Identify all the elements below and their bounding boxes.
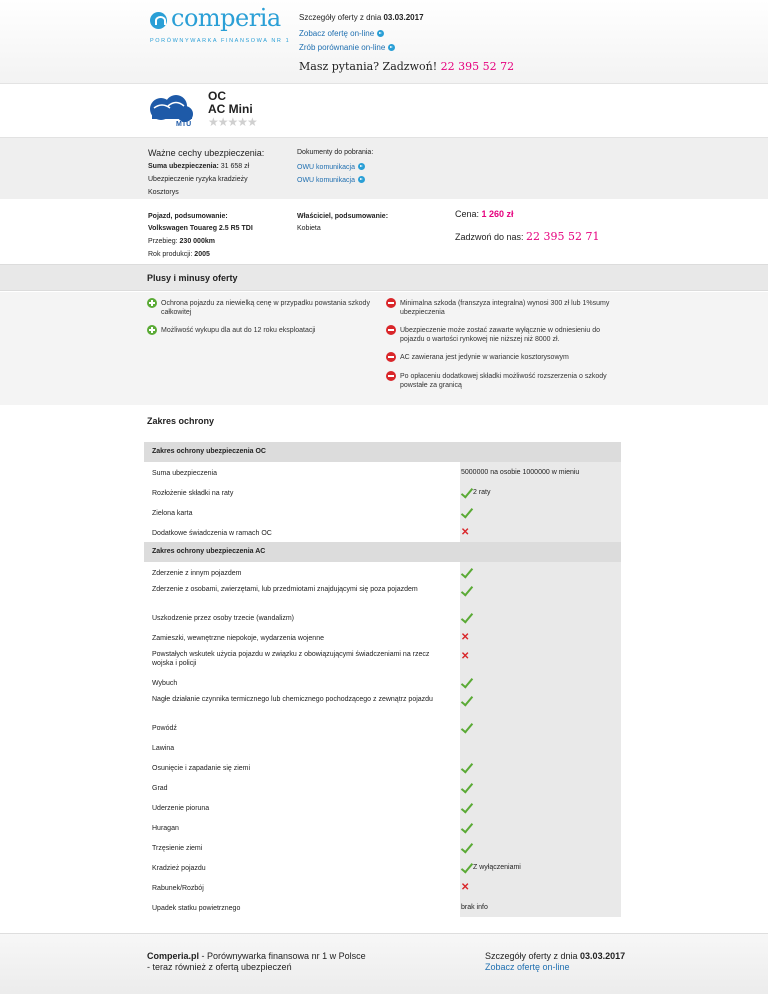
cross-icon: ✕ [461,632,470,643]
coverage-row [144,797,621,817]
coverage-value-cell [460,502,621,522]
sum-value: 31 658 zł [218,163,250,170]
coverage-label: Grad [152,785,168,792]
section-title: Zakres ochrony ubezpieczenia OC [152,448,266,455]
compare-link-label: Zrób porównanie on-line [299,43,386,52]
footer-brand-name: Comperia.pl [147,951,200,961]
minus-icon [386,325,396,335]
product-line-1: OC [208,89,226,103]
check-icon [461,508,473,517]
cross-icon: ✕ [461,527,470,538]
coverage-value-cell [460,462,621,482]
coverage-row [144,672,621,692]
minus-icon [386,298,396,308]
plus-icon [147,325,157,335]
coverage-row [144,777,621,797]
coverage-row [144,462,621,482]
coverage-row [144,897,621,917]
plus-icon [147,298,157,308]
footer-date-prefix: Szczegóły oferty z dnia [485,951,581,961]
product-header [148,90,618,140]
arrow-right-icon [388,44,395,51]
coverage-label: Osunięcie i zapadanie się ziemi [152,765,251,772]
coverage-value-cell [460,757,621,777]
check-icon [461,586,473,595]
contact-question [299,60,514,73]
coverage-value-cell [460,817,621,837]
check-icon [461,763,473,772]
page-footer [0,933,768,994]
svg-text:MTU: MTU [176,121,192,128]
coverage-value-cell [460,607,621,627]
owner-value: Kobieta [297,225,321,232]
coverage-row [144,737,621,757]
coverage-label: Suma ubezpieczenia [152,470,217,477]
footer-offer [485,951,625,973]
coverage-row [144,522,621,542]
con-text: Ubezpieczenie może zostać zawarte wyłącznie w odniesieniu do pojazdu o wartości rynkowej nie niższej niż 8000 zł. [400,327,600,343]
check-icon [461,723,473,732]
coverage-label: Zderzenie z osobami, zwierzętami, lub przedmiotami znajdującymi się poza pojazdem [152,586,418,593]
coverage-row [144,857,621,877]
coverage-row [144,502,621,522]
product-title [208,90,253,116]
owu-link-label: OWU komunikacja [297,164,355,171]
coverage-value-cell [460,857,621,877]
coverage-label: Lawina [152,745,175,752]
owu-link-label: OWU komunikacja [297,177,355,184]
coverage-label: Dodatkowe świadczenia w ramach OC [152,530,272,537]
vehicle-year [148,251,210,259]
coverage-label: Rozłożenie składki na raty [152,490,234,497]
check-icon [461,803,473,812]
product-line-2: AC Mini [208,102,253,116]
con-text: Minimalna szkoda (franszyza integralna) wynosi 300 zł lub 1%sumy ubezpieczenia [400,300,610,316]
con-text: Po opłaceniu dodatkowej składki możliwość rozszerzenia o szkody powstałe za granicą [400,373,607,389]
pro-text: Możliwość wykupu dla aut do 12 roku eksploatacji [161,327,316,334]
vehicle-title: Pojazd, podsumowanie: [148,213,228,220]
coverage-row [144,582,621,607]
price [455,210,514,218]
coverage-value: 2 raty [473,489,491,496]
feature-theft: Ubezpieczenie ryzyka kradzieży [148,176,248,183]
coverage-section-header [144,542,621,562]
coverage-value-cell [460,877,621,897]
coverage-value: brak info [461,904,488,911]
footer-tagline: - Porównywarka finansowa nr 1 w Polsce [199,951,366,961]
offer-date-line [299,13,424,22]
coverage-value: Z wyłączeniami [473,864,521,871]
coverage-value-cell [460,837,621,857]
coverage-row [144,692,621,717]
features-section [0,137,768,199]
footer-tagline-2: - teraz również z ofertą ubezpieczeń [147,962,292,972]
proscons-header [0,264,768,291]
coverage-label: Powódź [152,725,177,732]
coverage-label: Kradzież pojazdu [152,865,206,872]
check-icon [461,696,473,705]
coverage-row [144,562,621,582]
coverage-title: Zakres ochrony [147,416,215,426]
coverage-value-cell [460,672,621,692]
coverage-value-cell [460,647,621,672]
features-title: Ważne cechy ubezpieczenia: [148,148,265,158]
coverage-row [144,757,621,777]
coverage-section-header [144,442,621,462]
arrow-right-icon [377,30,384,37]
proscons-section [0,292,768,405]
cross-icon: ✕ [461,882,470,893]
footer-date: 03.03.2017 [580,951,626,961]
call-phone[interactable]: 22 395 52 71 [526,230,600,243]
owner-title: Właściciel, podsumowanie: [297,213,389,220]
coverage-label: Powstałych wskutek użycia pojazdu w związku z obowiązującymi świadczeniami na rzecz wojska i policji [152,651,430,667]
sum-insured [148,163,249,171]
coverage-label: Huragan [152,825,179,832]
mtu-insurer-logo [148,94,194,128]
cross-icon: ✕ [461,651,470,662]
check-icon [461,863,473,872]
call-us [455,230,600,243]
contact-phone[interactable]: 22 395 52 72 [440,60,515,73]
coverage-value-cell [460,737,621,757]
comperia-logo[interactable] [150,4,291,50]
coverage-label: Zderzenie z innym pojazdem [152,570,242,577]
coverage-row [144,837,621,857]
mileage-value: 230 000km [179,238,215,245]
year-label: Rok produkcji: [148,251,195,258]
section-title: Zakres ochrony ubezpieczenia AC [152,548,266,555]
summary-section [0,200,768,264]
question-text: Masz pytania? Zadzwoń! [299,60,441,73]
coverage-label: Zamieszki, wewnętrzne niepokoje, wydarzenia wojenne [152,635,324,642]
coverage-row [144,877,621,897]
check-icon [461,823,473,832]
coverage-label: Trzęsienie ziemi [152,845,203,852]
page-header [0,0,768,84]
con-text: AC zawierana jest jedynie w wariancie kosztorysowym [400,354,569,361]
coverage-table [144,442,621,917]
minus-icon [386,371,396,381]
coverage-value: 5000000 na osobie 1000000 w mieniu [461,469,580,476]
coverage-value-cell [460,562,621,582]
footer-see-offer-link[interactable]: Zobacz ofertę on-line [485,962,570,972]
coverage-value-cell [460,582,621,607]
compare-link[interactable] [299,43,395,52]
year-value: 2005 [194,251,210,258]
documents-title: Dokumenty do pobrania: [297,149,374,156]
sum-label: Suma ubezpieczenia: [148,163,219,170]
coverage-label: Zielona karta [152,510,193,517]
call-label: Zadzwoń do nas: [455,232,527,242]
price-label: Cena: [455,209,482,219]
coverage-value-cell [460,482,621,502]
arrow-right-icon [358,176,365,183]
comperia-logo-icon [150,12,167,29]
coverage-value-cell [460,897,621,917]
coverage-row [144,482,621,502]
price-value: 1 260 zł [481,209,514,219]
see-offer-link[interactable] [299,29,384,38]
check-icon [461,783,473,792]
coverage-row [144,647,621,672]
check-icon [461,488,473,497]
see-offer-link-label: Zobacz ofertę on-line [299,29,375,38]
minus-icon [386,352,396,362]
coverage-value-cell [460,692,621,717]
coverage-value-cell [460,797,621,817]
offer-date: 03.03.2017 [383,13,424,22]
pro-text: Ochrona pojazdu za niewielką cenę w przypadku powstania szkody całkowitej [161,300,370,316]
proscons-title: Plusy i minusy oferty [147,273,238,283]
coverage-label: Upadek statku powietrznego [152,905,241,912]
coverage-label: Rabunek/Rozbój [152,885,204,892]
feature-cost-estimate: Kosztorys [148,189,179,196]
offer-date-prefix: Szczegóły oferty z dnia [299,13,384,22]
logo-text: comperia [171,4,281,32]
owu-document-link-1[interactable] [297,162,365,172]
owu-document-link-2[interactable] [297,175,365,185]
check-icon [461,843,473,852]
coverage-row [144,627,621,647]
coverage-row [144,817,621,837]
coverage-value-cell [460,717,621,737]
arrow-right-icon [358,163,365,170]
coverage-label: Wybuch [152,680,178,687]
vehicle-mileage [148,238,215,246]
coverage-row [144,717,621,737]
vehicle-model: Volkswagen Touareg 2.5 R5 TDI [148,225,253,232]
coverage-value-cell [460,627,621,647]
rating-stars: ★★★★★ [208,115,257,129]
coverage-value-cell [460,522,621,542]
mileage-label: Przebieg: [148,238,180,245]
coverage-label: Uszkodzenie przez osoby trzecie (wandalizm) [152,615,294,622]
coverage-label: Uderzenie pioruna [152,805,210,812]
logo-tagline: PORÓWNYWARKA FINANSOWA NR 1 [150,38,291,44]
footer-brand [147,951,366,973]
coverage-value-cell [460,777,621,797]
check-icon [461,613,473,622]
check-icon [461,568,473,577]
coverage-row [144,607,621,627]
coverage-label: Nagłe działanie czynnika termicznego lub chemicznego pochodzącego z zewnątrz pojazdu [152,696,433,703]
check-icon [461,678,473,687]
